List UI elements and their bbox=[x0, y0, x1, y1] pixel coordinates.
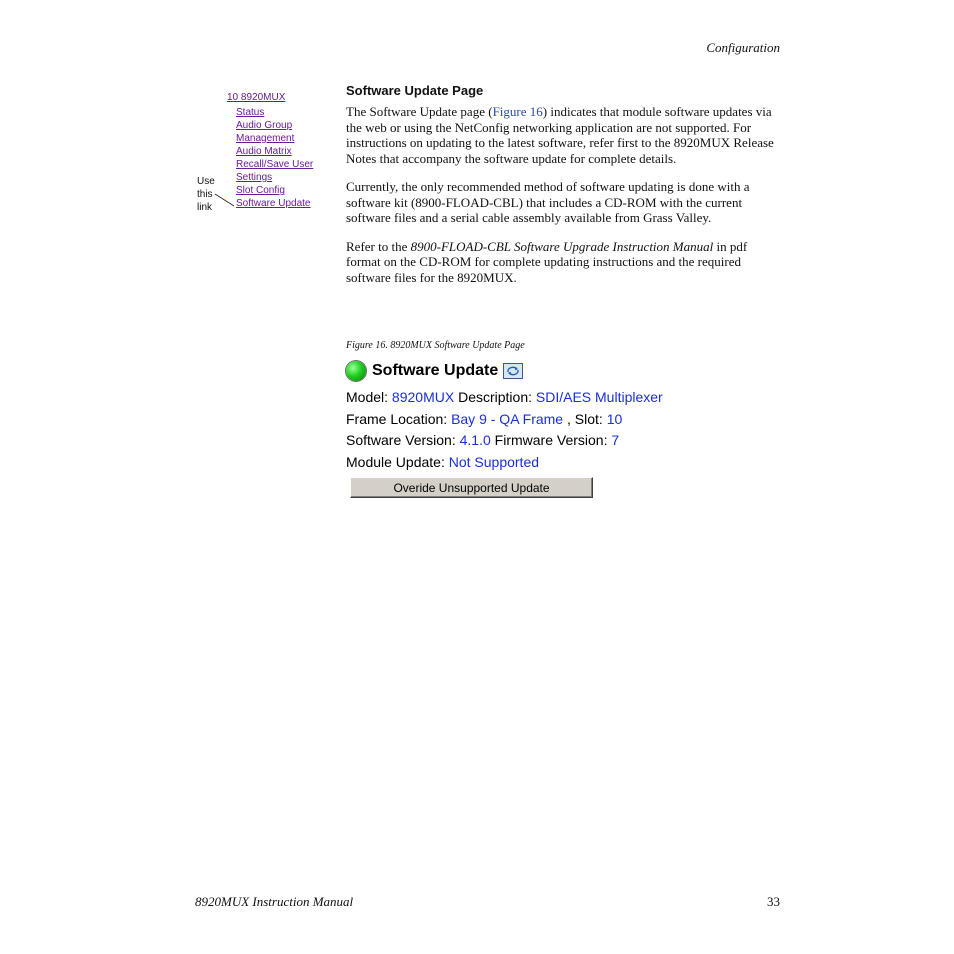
nav-link-management[interactable]: Management bbox=[236, 133, 295, 144]
software-version-label: Software Version: bbox=[346, 432, 460, 448]
running-header: Configuration bbox=[706, 40, 780, 55]
module-update-row bbox=[346, 452, 663, 474]
text-run: in pdf format on the CD-ROM for complete updating instructions and the required software files for the 8920MUX. bbox=[346, 238, 748, 285]
nav-link-recall-save-user[interactable]: Recall/Save User bbox=[236, 159, 314, 170]
frame-location-value: Bay 9 - QA Frame bbox=[451, 410, 564, 427]
firmware-version-label: Firmware Version: bbox=[490, 432, 612, 448]
nav-link-module-root[interactable]: 10 8920MUX bbox=[227, 92, 286, 103]
slot-value: 10 bbox=[606, 410, 623, 427]
module-update-label: Module Update: bbox=[346, 453, 449, 470]
figure-caption: Figure 16. 8920MUX Software Update Page bbox=[346, 340, 525, 351]
software-update-panel bbox=[346, 358, 663, 498]
nav-link-status[interactable]: Status bbox=[236, 107, 265, 118]
frame-location-row bbox=[346, 409, 663, 431]
paragraph-intro bbox=[346, 104, 782, 166]
text-run: The Software Update page ( bbox=[346, 104, 493, 119]
text-run: ) indicates that module software updates via the web or using the NetConfig networking application are not supported. For instructions on updating to the latest software, refer first to the 8920MUX Release Notes that accompany the software update for complete details. bbox=[346, 104, 774, 166]
module-update-value: Not Supported bbox=[448, 453, 540, 470]
panel-title: Software Update bbox=[372, 362, 499, 379]
footer-manual-title: 8920MUX Instruction Manual bbox=[195, 894, 354, 909]
nav-link-settings[interactable]: Settings bbox=[236, 172, 273, 183]
frame-location-label: Frame Location: bbox=[346, 410, 452, 427]
footer-page-number: 33 bbox=[767, 894, 780, 909]
slot-label: , Slot: bbox=[563, 410, 607, 427]
paragraph-reference bbox=[346, 239, 782, 286]
callout-leader-line bbox=[214, 192, 236, 208]
nav-link-slot-config[interactable]: Slot Config bbox=[236, 185, 285, 196]
use-this-link-callout bbox=[197, 175, 215, 214]
refresh-icon[interactable] bbox=[503, 363, 523, 379]
nav-link-software-update[interactable]: Software Update bbox=[236, 198, 311, 209]
module-nav-tree bbox=[227, 91, 313, 210]
model-row bbox=[346, 387, 663, 409]
software-version-value: 4.1.0 bbox=[459, 432, 491, 448]
section-title: Software Update Page bbox=[346, 83, 484, 98]
model-label: Model: bbox=[346, 389, 392, 405]
status-led-icon bbox=[346, 361, 366, 381]
model-value: 8920MUX bbox=[391, 389, 455, 405]
callout-line: this bbox=[197, 189, 213, 200]
software-version-row bbox=[346, 430, 663, 452]
nav-link-audio-group[interactable]: Audio Group bbox=[236, 120, 293, 131]
manual-title: 8900-FLOAD-CBL Software Upgrade Instruction Manual bbox=[410, 238, 714, 254]
override-unsupported-update-button[interactable]: Overide Unsupported Update bbox=[350, 477, 593, 498]
main-text-column bbox=[346, 83, 782, 298]
figure-cross-reference[interactable]: Figure 16 bbox=[492, 104, 543, 119]
firmware-version-value: 7 bbox=[611, 432, 620, 448]
callout-line: Use bbox=[197, 176, 215, 187]
text-run: Refer to the bbox=[346, 238, 411, 254]
paragraph-method: Currently, the only recommended method of software updating is done with a software kit (8900-FLOAD-CBL) that includes a CD-ROM with the current software files and a serial cable assembly available from Grass Valley. bbox=[346, 179, 750, 225]
panel-title-bar bbox=[346, 358, 663, 384]
nav-link-audio-matrix[interactable]: Audio Matrix bbox=[236, 146, 292, 157]
callout-line: link bbox=[197, 202, 213, 213]
description-value: SDI/AES Multiplexer bbox=[535, 389, 663, 405]
description-label: Description: bbox=[454, 389, 536, 405]
